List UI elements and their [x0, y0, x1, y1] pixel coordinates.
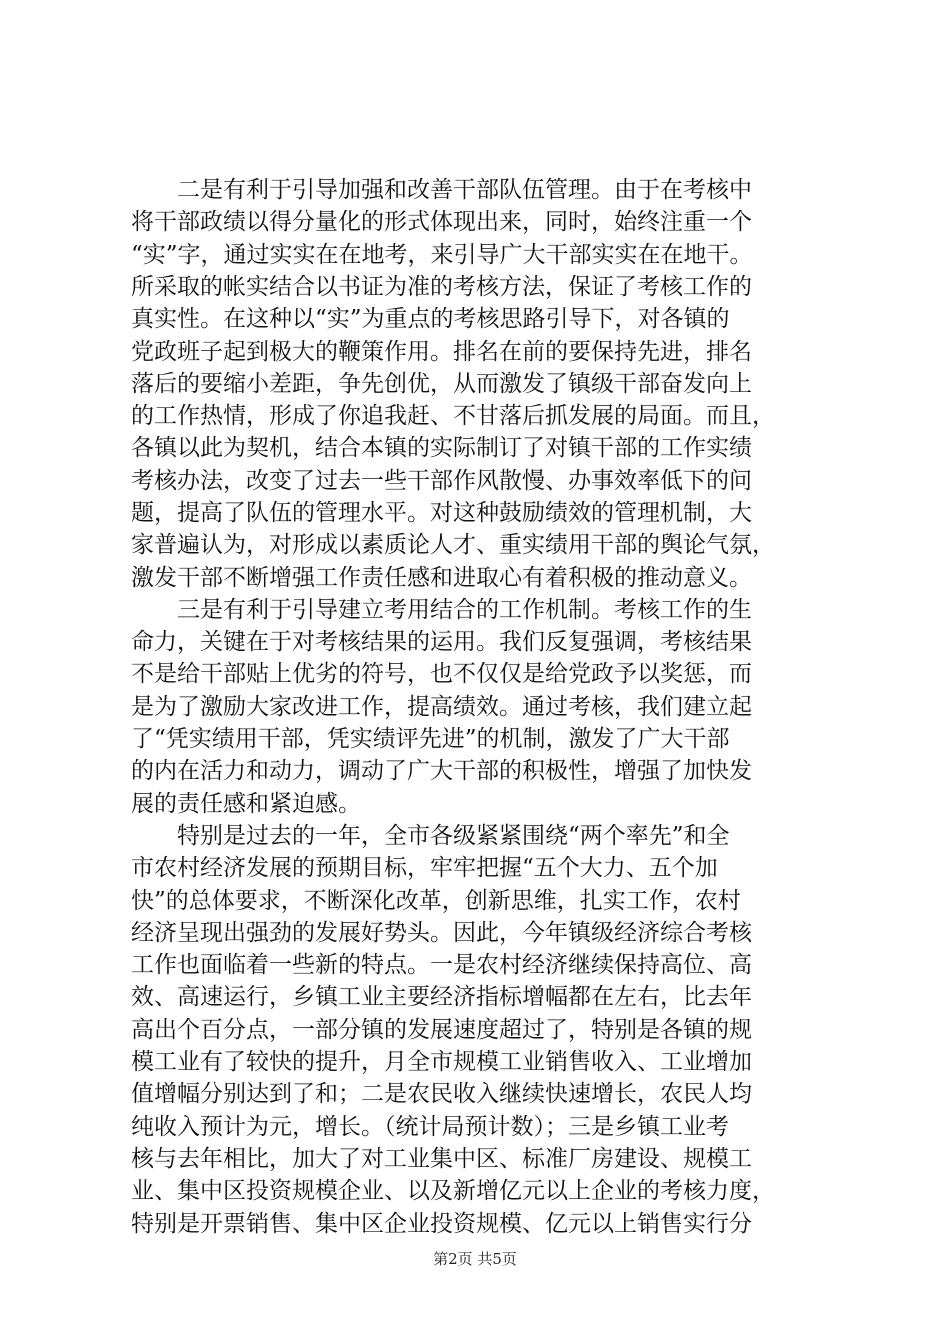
text-line: 模工业有了较快的提升，月全市规模工业销售收入、工业增加: [131, 1049, 752, 1075]
text-line: 是为了激励大家改进工作，提高绩效。通过考核，我们建立起: [131, 694, 752, 720]
text-line: 核与去年相比，加大了对工业集中区、标准厂房建设、规模工: [131, 1146, 752, 1172]
text-line: 落后的要缩小差距，争先创优，从而激发了镇级干部奋发向上: [131, 371, 752, 397]
text-line: 考核办法，改变了过去一些干部作风散慢、办事效率低下的问: [131, 468, 752, 494]
text-line: 真实性。在这种以“实”为重点的考核思路引导下，对各镇的: [131, 306, 730, 332]
text-line: 各镇以此为契机，结合本镇的实际制订了对镇干部的工作实绩: [131, 435, 752, 461]
text-line: 二是有利于引导加强和改善干部队伍管理。由于在考核中: [131, 177, 752, 203]
text-line: 业、集中区投资规模企业、以及新增亿元以上企业的考核力度，: [131, 1178, 775, 1204]
text-line: 所采取的帐实结合以书证为准的考核方法，保证了考核工作的: [131, 274, 752, 300]
document-body: [131, 174, 827, 1237]
text-line: 工作也面临着一些新的特点。一是农村经济继续保持高位、高: [131, 952, 752, 978]
text-line: 题，提高了队伍的管理水平。对这种鼓励绩效的管理机制，大: [131, 500, 752, 526]
text-line: 激发干部不断增强工作责任感和进取心有着积极的推动意义。: [131, 565, 752, 591]
text-line: 了“凭实绩用干部，凭实绩评先进”的机制，激发了广大干部: [131, 726, 730, 752]
text-line: 将干部政绩以得分量化的形式体现出来，同时，始终注重一个: [131, 209, 752, 235]
text-line: 经济呈现出强劲的发展好势头。因此，今年镇级经济综合考核: [131, 920, 752, 946]
text-line: 不是给干部贴上优劣的符号，也不仅仅是给党政予以奖惩，而: [131, 661, 752, 687]
text-line: 命力，关键在于对考核结果的运用。我们反复强调，考核结果: [131, 629, 752, 655]
text-line: 特别是开票销售、集中区企业投资规模、亿元以上销售实行分: [131, 1211, 752, 1237]
text-line: 高出个百分点，一部分镇的发展速度超过了，特别是各镇的规: [131, 1017, 752, 1043]
text-line: “实”字，通过实实在在地考，来引导广大干部实实在在地干。: [131, 242, 753, 268]
text-line: 快”的总体要求，不断深化改革，创新思维，扎实工作，农村: [131, 888, 741, 914]
text-line: 的内在活力和动力，调动了广大干部的积极性，增强了加快发: [131, 758, 752, 784]
text-line: 展的责任感和紧迫感。: [131, 791, 361, 817]
text-line: 特别是过去的一年，全市各级紧紧围绕“两个率先”和全: [131, 823, 730, 849]
text-line: 效、高速运行，乡镇工业主要经济指标增幅都在左右，比去年: [131, 984, 752, 1010]
text-line: 家普遍认为，对形成以素质论人才、重实绩用干部的舆论气氛，: [131, 532, 775, 558]
page-footer: 第2页 共5页: [433, 1250, 517, 1268]
text-line: 纯收入预计为元，增长。（统计局预计数）；三是乡镇工业考: [131, 1114, 729, 1140]
text-line: 党政班子起到极大的鞭策作用。排名在前的要保持先进，排名: [131, 339, 752, 365]
text-line: 市农村经济发展的预期目标，牢牢把握“五个大力、五个加: [131, 855, 718, 881]
text-line: 值增幅分别达到了和；二是农民收入继续快速增长，农民人均: [131, 1081, 752, 1107]
text-line: 的工作热情，形成了你追我赶、不甘落后抓发展的局面。而且，: [131, 403, 775, 429]
text-line: 三是有利于引导建立考用结合的工作机制。考核工作的生: [131, 597, 752, 623]
